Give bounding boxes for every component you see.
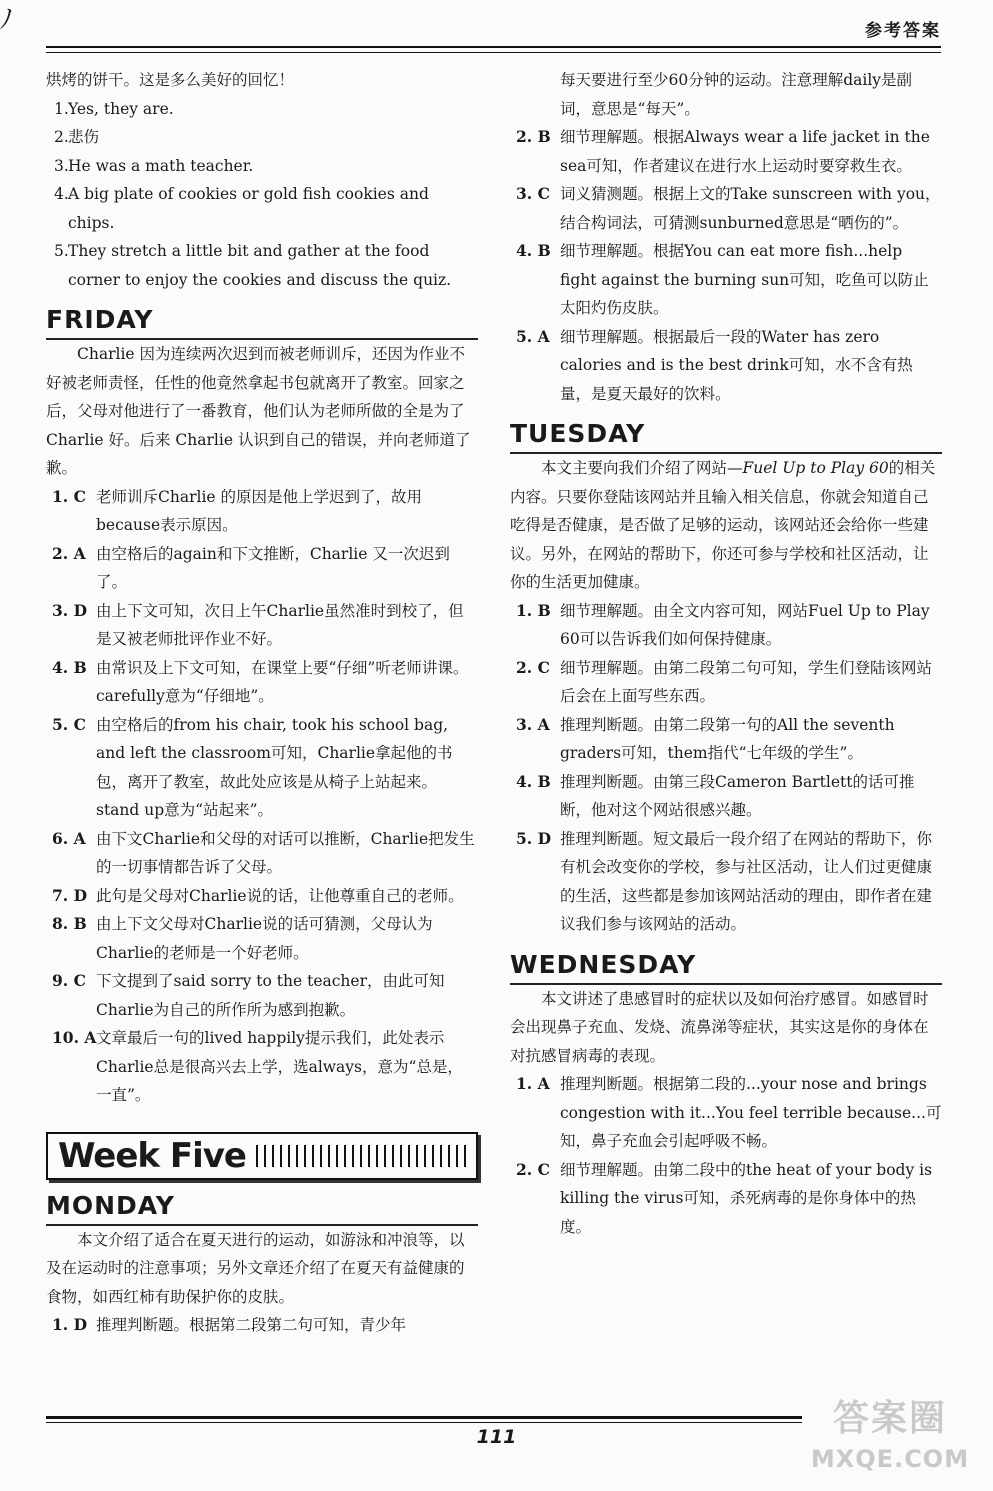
corner-decoration: ﾉ <box>0 5 14 35</box>
header-rule-thin <box>46 52 941 53</box>
answer-item: 2. B 细节理解题。根据Always wear a life jacket in the sea可知，作者建议在进行水上运动时要穿救生衣。 <box>516 127 930 175</box>
answer-item: 3. D 由上下文可知，次日上午Charlie虽然准时到校了，但是又被老师批评作业不好。 <box>52 600 464 648</box>
list-item: 2. 悲伤 <box>54 128 100 146</box>
week-banner <box>46 1132 478 1180</box>
answer-item: 1. A 推理判断题。根据第二段的...your nose and brings congestion with it...You feel terrible because...可知，鼻子充血会引起呼吸不畅。 <box>516 1074 942 1150</box>
answer-item: 5. C 由空格后的from his chair, took his school bag, and left the classroom可知，Charlie拿起他的书包，离开了教室，故此处应该是从椅子上站起来。stand up意为“站起来”。 <box>52 714 453 819</box>
answer-item: 8. B 由上下文父母对Charlie说的话可猜测，父母认为Charlie的老师是一个好老师。 <box>52 914 433 962</box>
answer-item: 1. D 推理判断题。根据第二段第二句可知，青少年 <box>52 1315 407 1334</box>
week-banner-label: Week Five <box>58 1135 246 1176</box>
list-item: 1. Yes, they are. <box>54 99 174 118</box>
section-heading-friday: FRIDAY <box>46 304 478 340</box>
answer-item: 2. C 细节理解题。由第二段第二句可知，学生们登陆该网站后会在上面写些东西。 <box>516 657 933 705</box>
friday-answers <box>46 483 478 1110</box>
section-heading-tuesday: TUESDAY <box>510 418 942 454</box>
watermark-logo: 答案圈 MXQE.COM <box>810 1398 970 1473</box>
wednesday-summary: 本文讲述了患感冒时的症状以及如何治疗感冒。如感冒时会出现鼻子充血、发烧、流鼻涕等症状，其实这是你的身体在对抗感冒病毒的表现。 <box>510 989 929 1065</box>
answer-item: 5. A 细节理解题。根据最后一段的Water has zero calories and is the best drink可知，水不含有热量，是夏天最好的饮料。 <box>516 326 913 403</box>
answer-continuation: 每天要进行至少60分钟的运动。注意理解daily是副词，意思是“每天”。 <box>560 71 913 118</box>
answer-item: 5. D 推理判断题。短文最后一段介绍了在网站的帮助下，你有机会改变你的学校，参与社区活动，让人们过更健康的生活，这些都是参加该网站活动的理由，即作者在建议我们参与该网站的活动。 <box>516 828 933 933</box>
answer-item: 4. B 由常识及上下文可知，在课堂上要“仔细”听老师讲课。carefully意为“仔细地”。 <box>52 657 469 705</box>
week-banner-bars <box>256 1145 466 1167</box>
answer-item: 6. A 由下文Charlie和父母的对话可以推断，Charlie把发生的一切事情都告诉了父母。 <box>52 828 475 876</box>
section-heading-wednesday: WEDNESDAY <box>510 949 942 985</box>
answer-item: 3. C 词义猜测题。根据上文的Take sunscreen with you，结合构词法，可猜测sunburned意思是“晒伤的”。 <box>516 184 941 232</box>
right-column <box>510 66 942 1241</box>
tuesday-summary: 本文主要向我们介绍了网站—Fuel Up to Play 60的相关内容。只要你登陆该网站并且输入相关信息，你就会知道自己吃得是否健康，是否做了足够的运动，该网站还会给你一些建议。另外，在网站的帮助下，你还可参与学校和社区活动，让你的生活更加健康。 <box>510 459 936 591</box>
footer-rule-thin <box>46 1422 802 1423</box>
header-rule <box>46 46 941 48</box>
answer-list <box>46 95 478 295</box>
page-header-title: 参考答案 <box>865 21 941 41</box>
wednesday-answers <box>510 1070 942 1241</box>
answer-item: 1. C 老师训斥Charlie 的原因是他上学迟到了，故用because表示原因。 <box>52 486 423 534</box>
section-heading-monday: MONDAY <box>46 1190 478 1226</box>
left-column <box>46 66 478 1340</box>
intro-text: 烘烤的饼干。这是多么美好的回忆！ <box>46 71 295 89</box>
answer-item: 1. B 细节理解题。由全文内容可知，网站Fuel Up to Play 60可以告诉我们如何保持健康。 <box>516 600 930 648</box>
answer-item: 9. C 下文提到了said sorry to the teacher，由此可知Charlie为自己的所作所为感到抱歉。 <box>52 971 445 1019</box>
answer-item: 2. A 由空格后的again和下文推断，Charlie 又一次迟到了。 <box>52 543 450 591</box>
answer-item: 4. B 推理判断题。由第三段Cameron Bartlett的话可推断，他对这个网站很感兴趣。 <box>516 771 915 819</box>
list-item: 3. He was a math teacher. <box>54 156 254 175</box>
answer-item: 2. C 细节理解题。由第二段中的the heat of your body is killing the virus可知，杀死病毒的是你身体中的热度。 <box>516 1159 933 1236</box>
answer-item: 7. D 此句是父母对Charlie说的话，让他尊重自己的老师。 <box>52 885 464 905</box>
monday-answers-continued <box>510 123 942 408</box>
friday-summary: Charlie 因为连续两次迟到而被老师训斥，还因为作业不好被老师责怪，任性的他竟然拿起书包就离开了教室。回家之后，父母对他进行了一番教育，他们认为老师所做的全是为了 Charlie 好。后来 Charlie 认识到自己的错误，并向老师道了歉。 <box>46 345 471 477</box>
footer-rule <box>46 1416 802 1419</box>
answer-item: 3. A 推理判断题。由第二段第一句的All the seventh graders可知，them指代“七年级的学生”。 <box>516 714 895 762</box>
answer-item: 10. A 文章最后一句的lived happily提示我们，此处表示Charlie总是很高兴去上学，选always，意为“总是，一直”。 <box>52 1028 463 1104</box>
list-item: 4. A big plate of cookies or gold fish cookies and chips. <box>54 185 429 232</box>
tuesday-answers <box>510 597 942 939</box>
answer-item: 4. B 细节理解题。根据You can eat more fish...help fight against the burning sun可知，吃鱼可以防止太阳灼伤皮肤。 <box>516 241 929 317</box>
page-number: 111 <box>476 1426 517 1448</box>
monday-summary: 本文介绍了适合在夏天进行的运动，如游泳和冲浪等，以及在运动时的注意事项；另外文章还介绍了在夏天有益健康的食物，如西红柿有助保护你的皮肤。 <box>46 1230 465 1306</box>
list-item: 5. They stretch a little bit and gather at the food corner to enjoy the cookies and discuss the quiz. <box>54 242 452 289</box>
